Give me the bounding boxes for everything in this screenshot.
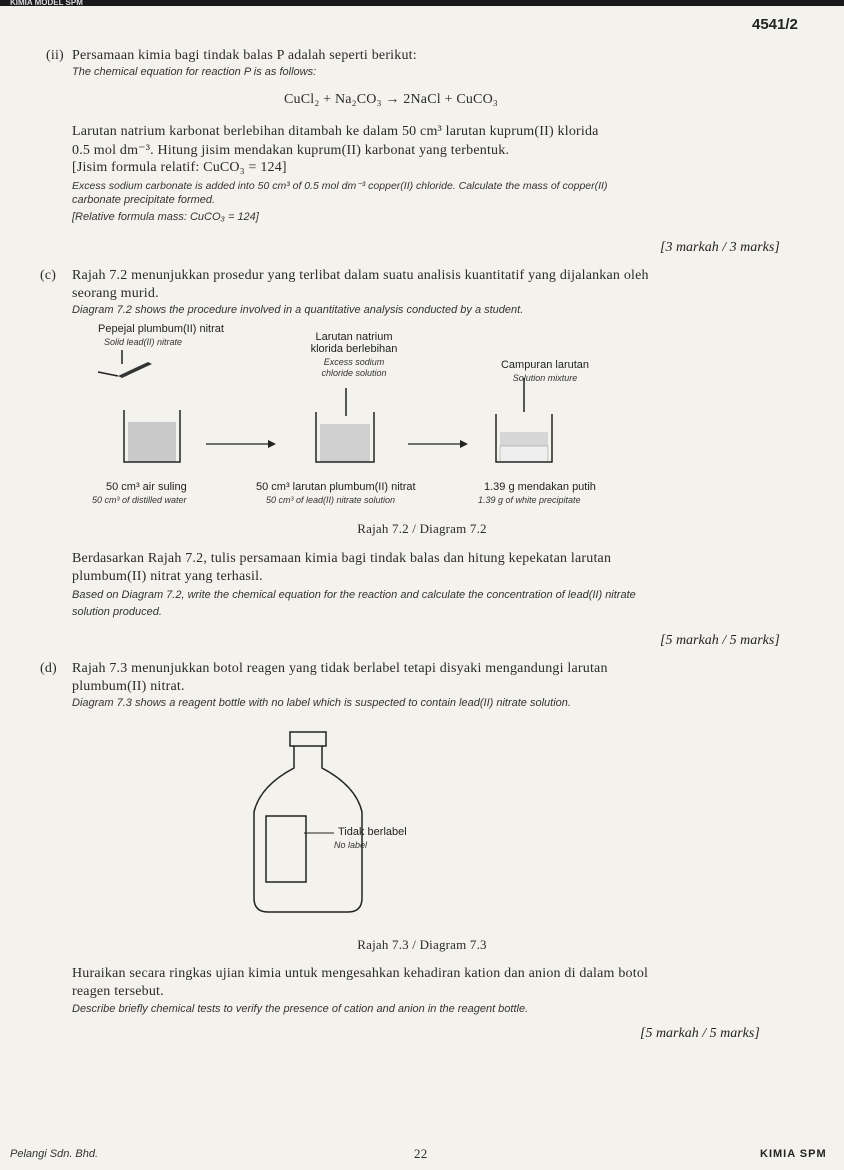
arrow-2 [408,440,468,448]
solid-label-ms: Pepejal plumbum(II) nitrat [98,323,224,335]
mix-label-en: Solution mixture [512,373,578,383]
d-ms-line2: plumbum(II) nitrat. [72,679,185,694]
footer-brand: KIMIA SPM [760,1148,827,1160]
d-question-en: Describe briefly chemical tests to verify the presence of cation and anion in the reagent bottle. [72,1003,529,1015]
bottle-icon [254,732,362,912]
reagent-bottle [240,728,380,918]
lead-label-en: 50 cm³ of lead(II) nitrate solution [266,495,396,505]
b2-en-intro: The chemical equation for reaction P is as follows: [72,66,317,78]
d-question-ms1: Huraikan secara ringkas ujian kimia untuk mengesahkan kehadiran kation dan anion di dalam botol [72,966,649,981]
c-marks: [5 markah / 5 marks] [660,633,780,648]
top-strip [0,0,844,6]
b2-en-line2: carbonate precipitate formed. [72,194,216,206]
footer-publisher: Pelangi Sdn. Bhd. [10,1148,99,1160]
footer-page-number: 22 [414,1146,428,1161]
b2-ms-intro: Persamaan kimia bagi tindak balas P adalah seperti berikut: [72,48,417,63]
nacl-label-ms1: Larutan natrium [315,331,393,343]
lead-label-ms: 50 cm³ larutan plumbum(II) nitrat [256,481,416,493]
b2-number: (ii) [46,48,64,63]
c-question-ms2: plumbum(II) nitrat yang terhasil. [72,569,263,584]
nacl-label-en2: chloride solution [321,368,387,378]
b2-ms-line3: [Jisim formula relatif: CuCO₃ = 124] [72,160,287,175]
d-question-ms2: reagen tersebut. [72,984,164,999]
paper-code: 4541/2 [752,16,798,33]
b2-ms-line1: Larutan natrium karbonat berlebihan ditambah ke dalam 50 cm³ larutan kuprum(II) klorida [72,124,599,139]
ppt-label-en: 1.39 g of white precipitate [478,495,581,505]
mix-label-ms: Campuran larutan [500,359,590,371]
d-marks: [5 markah / 5 marks] [640,1026,760,1041]
c-question-en1: Based on Diagram 7.2, write the chemical equation for the reaction and calculate the concentration of lead(II) nitrate [72,589,636,601]
top-strip-text: KIMIA MODEL SPM [10,0,83,7]
c-ms-line1: Rajah 7.2 menunjukkan prosedur yang terlibat dalam suatu analisis kuantitatif yang dijalankan oleh [72,268,649,283]
c-en-line: Diagram 7.2 shows the procedure involved in a quantitative analysis conducted by a student. [72,304,524,316]
nacl-label-en1: Excess sodium [323,357,385,367]
label-pointer [304,830,334,836]
diagram-7-2-caption: Rajah 7.2 / Diagram 7.2 [357,521,487,536]
c-number: (c) [40,268,57,283]
ppt-label-ms: 1.39 g mendakan putih [484,481,596,493]
b2-en-line3: [Relative formula mass: CuCO₃ = 124] [72,211,259,223]
b2-marks: [3 markah / 3 marks] [660,240,780,255]
d-ms-line1: Rajah 7.3 menunjukkan botol reagen yang tidak berlabel tetapi disyaki mengandungi larutan [72,661,608,676]
b2-equation: CuCl₂ + Na₂CO₃ → 2NaCl + CuCO₃ [284,92,498,107]
b2-en-line1: Excess sodium carbonate is added into 50 cm³ of 0.5 mol dm⁻³ copper(II) chloride. Calculate the mass of copper(II) [72,180,608,192]
spatula-icon [98,350,152,378]
beaker-water [124,410,180,462]
arrow-1 [206,440,276,448]
d-en-line: Diagram 7.3 shows a reagent bottle with no label which is suspected to contain lead(II) nitrate solution. [72,697,571,709]
beaker-mixture [496,378,552,462]
no-label-en: No label [334,840,368,850]
diagram-7-3-caption: Rajah 7.3 / Diagram 7.3 [357,937,487,952]
c-question-en2: solution produced. [72,606,162,618]
water-label-ms: 50 cm³ air suling [106,481,187,493]
c-question-ms1: Berdasarkan Rajah 7.2, tulis persamaan kimia bagi tindak balas dan hitung kepekatan larutan [72,551,612,566]
no-label-ms: Tidak berlabel [338,826,407,838]
c-ms-line2: seorang murid. [72,286,159,301]
b2-ms-line2: 0.5 mol dm⁻³. Hitung jisim mendakan kuprum(II) karbonat yang terbentuk. [72,143,510,158]
d-number: (d) [40,661,57,676]
diagram-7-2 [90,350,570,480]
nacl-label-ms2: klorida berlebihan [310,343,398,355]
beaker-lead-nitrate [316,412,374,462]
water-label-en: 50 cm³ of distilled water [92,495,187,505]
solid-label-en: Solid lead(II) nitrate [104,337,183,347]
